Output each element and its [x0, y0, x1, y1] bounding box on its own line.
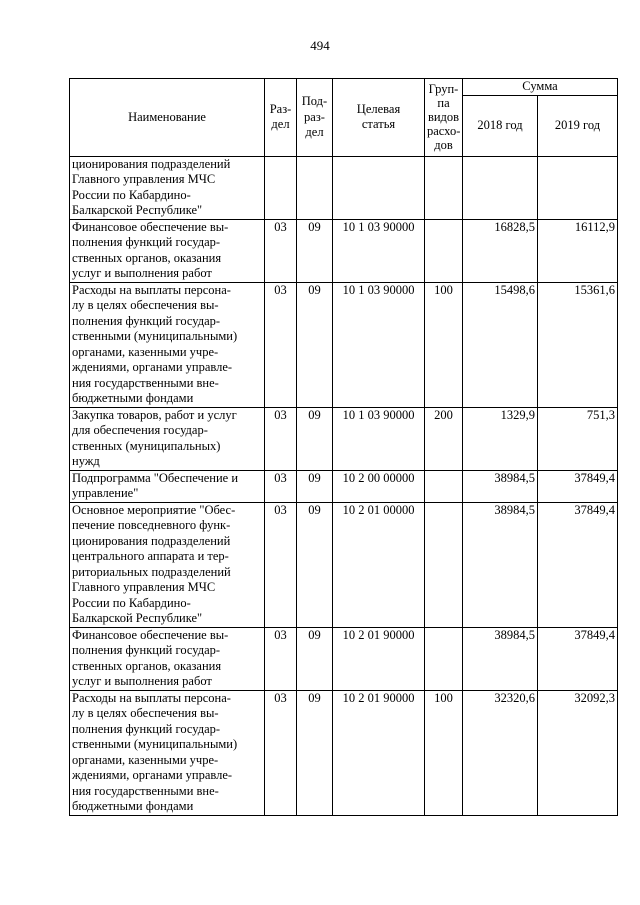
row-section	[265, 156, 297, 219]
table-row	[70, 407, 618, 470]
row-sum-2018: 15498,6	[463, 282, 538, 407]
header-sum: Сумма	[463, 79, 618, 96]
table-row	[70, 690, 618, 815]
row-name: Основное мероприятие "Обес- печение повседневного функ- ционирования подразделений центрального аппарата и тер- риториальных подразделений Главного управления МЧС России по Кабардино- Балкарской Республике"	[70, 502, 265, 627]
row-target-article: 10 1 03 90000	[333, 407, 425, 470]
row-name: Расходы на выплаты персона- лу в целях обеспечения вы- полнения функций государ- ственными (муниципальными) органами, казенными учре- ждениями, органами управле- ния государственными вне- бюджетными фондами	[70, 690, 265, 815]
row-section: 03	[265, 407, 297, 470]
row-sum-2019	[538, 156, 618, 219]
header-year-2019: 2019 год	[538, 95, 618, 156]
row-sum-2019: 37849,4	[538, 470, 618, 502]
row-sum-2018	[463, 156, 538, 219]
row-sum-2019: 37849,4	[538, 627, 618, 690]
row-subsection: 09	[297, 219, 333, 282]
row-subsection: 09	[297, 627, 333, 690]
header-year-2018: 2018 год	[463, 95, 538, 156]
row-sum-2019: 32092,3	[538, 690, 618, 815]
header-name: Наименование	[70, 79, 265, 157]
row-expense-group	[425, 470, 463, 502]
row-subsection: 09	[297, 690, 333, 815]
row-target-article: 10 2 00 00000	[333, 470, 425, 502]
row-name: Закупка товаров, работ и услуг для обеспечения государ- ственных (муниципальных) нужд	[70, 407, 265, 470]
row-sum-2018: 16828,5	[463, 219, 538, 282]
row-target-article: 10 1 03 90000	[333, 219, 425, 282]
row-name: Подпрограмма "Обеспечение и управление"	[70, 470, 265, 502]
header-section: Раз- дел	[265, 79, 297, 157]
row-expense-group	[425, 627, 463, 690]
row-expense-group	[425, 156, 463, 219]
row-subsection: 09	[297, 407, 333, 470]
table-row	[70, 156, 618, 219]
row-section: 03	[265, 282, 297, 407]
row-target-article	[333, 156, 425, 219]
row-expense-group	[425, 502, 463, 627]
header-subsection: Под- раз- дел	[297, 79, 333, 157]
table-row	[70, 470, 618, 502]
row-sum-2019: 15361,6	[538, 282, 618, 407]
row-sum-2018: 38984,5	[463, 502, 538, 627]
table-row	[70, 627, 618, 690]
row-sum-2019: 37849,4	[538, 502, 618, 627]
header-expense-group: Груп- па видов расхо- дов	[425, 79, 463, 157]
table-row	[70, 502, 618, 627]
row-subsection: 09	[297, 470, 333, 502]
row-name: Финансовое обеспечение вы- полнения функций государ- ственных органов, оказания услуг и выполнения работ	[70, 219, 265, 282]
row-subsection: 09	[297, 502, 333, 627]
row-expense-group: 100	[425, 690, 463, 815]
budget-table	[69, 78, 618, 816]
row-sum-2018: 38984,5	[463, 627, 538, 690]
row-section: 03	[265, 627, 297, 690]
page-number: 494	[310, 38, 330, 53]
row-target-article: 10 2 01 00000	[333, 502, 425, 627]
row-subsection	[297, 156, 333, 219]
header-target-article: Целевая статья	[333, 79, 425, 157]
row-sum-2018: 38984,5	[463, 470, 538, 502]
table-row	[70, 219, 618, 282]
row-expense-group	[425, 219, 463, 282]
row-section: 03	[265, 470, 297, 502]
row-expense-group: 200	[425, 407, 463, 470]
row-sum-2019: 16112,9	[538, 219, 618, 282]
row-section: 03	[265, 690, 297, 815]
row-sum-2019: 751,3	[538, 407, 618, 470]
row-sum-2018: 32320,6	[463, 690, 538, 815]
row-name: ционирования подразделений Главного управления МЧС России по Кабардино- Балкарской Республике"	[70, 156, 265, 219]
row-target-article: 10 1 03 90000	[333, 282, 425, 407]
row-name: Расходы на выплаты персона- лу в целях обеспечения вы- полнения функций государ- ственными (муниципальными) органами, казенными учре- ждениями, органами управле- ния государственными вне- бюджетными фондами	[70, 282, 265, 407]
row-target-article: 10 2 01 90000	[333, 690, 425, 815]
row-subsection: 09	[297, 282, 333, 407]
row-sum-2018: 1329,9	[463, 407, 538, 470]
row-target-article: 10 2 01 90000	[333, 627, 425, 690]
row-section: 03	[265, 219, 297, 282]
row-section: 03	[265, 502, 297, 627]
row-expense-group: 100	[425, 282, 463, 407]
row-name: Финансовое обеспечение вы- полнения функций государ- ственных органов, оказания услуг и выполнения работ	[70, 627, 265, 690]
table-row	[70, 282, 618, 407]
